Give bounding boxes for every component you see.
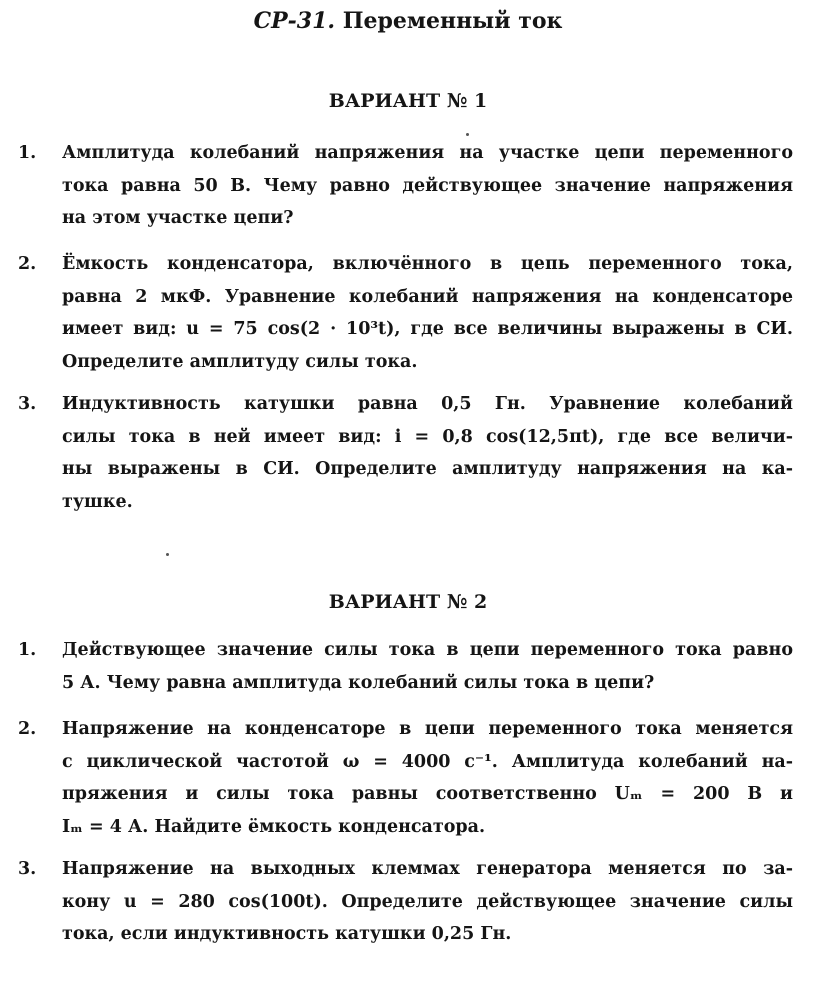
problem-line: Действующее значение силы тока в цепи переменного тока равно (62, 640, 793, 660)
problem-line: Ёмкость конденсатора, включённого в цепь переменного тока, (62, 254, 793, 274)
variant-2-problem-2 (18, 713, 793, 843)
problem-text (62, 713, 793, 843)
problem-number: 2. (18, 719, 37, 739)
problem-line: пряжения и силы тока равны соответственно Uₘ = 200 В и (62, 784, 793, 804)
problem-line: тока, если индуктивность катушки 0,25 Гн. (62, 924, 512, 944)
problem-number: 1. (18, 640, 37, 660)
problem-line: тока равна 50 В. Чему равно действующее значение напряжения (62, 175, 793, 196)
title-code: СР-31. (253, 8, 336, 34)
problem-line: Амплитуда колебаний напряжения на участке цепи переменного (62, 143, 793, 163)
problem-number: 3. (18, 859, 37, 879)
problem-line: имеет вид: u = 75 cos(2 · 10³t), где все величины выражены в СИ. (62, 319, 793, 339)
problem-line: кону u = 280 cos(100t). Определите действующее значение силы (62, 891, 793, 912)
problem-line: на этом участке цепи? (62, 208, 294, 228)
variant-1-problem-2 (18, 248, 793, 378)
variant-2-heading: ВАРИАНТ № 2 (328, 591, 488, 613)
title-text: Переменный ток (342, 8, 563, 34)
problem-text (62, 137, 793, 235)
problem-line: ны выражены в СИ. Определите амплитуду напряжения на ка- (62, 459, 793, 479)
problem-line: силы тока в ней имеет вид: i = 0,8 cos(12,5πt), где все величи- (62, 426, 793, 447)
variant-1-heading: ВАРИАНТ № 1 (328, 90, 488, 112)
variant-1-problem-3 (18, 388, 793, 518)
problem-line: Определите амплитуду силы тока. (62, 351, 418, 372)
variant-1-problem-1 (18, 137, 793, 235)
problem-number: 1. (18, 143, 37, 163)
problem-line: Напряжение на выходных клеммах генератора меняется по за- (62, 859, 793, 879)
problem-text (62, 248, 793, 378)
variant-2-problem-1 (18, 634, 793, 699)
problem-text (62, 634, 793, 699)
problem-number: 3. (18, 394, 37, 414)
problem-text (62, 388, 793, 518)
problem-line: тушке. (62, 491, 133, 512)
problem-line: Напряжение на конденсаторе в цепи переменного тока меняется (62, 719, 793, 739)
problem-number: 2. (18, 254, 37, 274)
variant-2-problem-3 (18, 853, 793, 951)
speck-dot (166, 553, 169, 556)
problem-line: 5 А. Чему равна амплитуда колебаний силы тока в цепи? (62, 672, 655, 693)
problem-text (62, 853, 793, 951)
problem-line: Iₘ = 4 А. Найдите ёмкость конденсатора. (62, 816, 486, 837)
problem-line: Индуктивность катушки равна 0,5 Гн. Уравнение колебаний (62, 394, 793, 414)
problem-line: с циклической частотой ω = 4000 с⁻¹. Амплитуда колебаний на- (62, 751, 793, 772)
page-title (0, 8, 816, 34)
problem-line: равна 2 мкФ. Уравнение колебаний напряжения на конденсаторе (62, 286, 793, 307)
speck-dot (466, 133, 469, 136)
